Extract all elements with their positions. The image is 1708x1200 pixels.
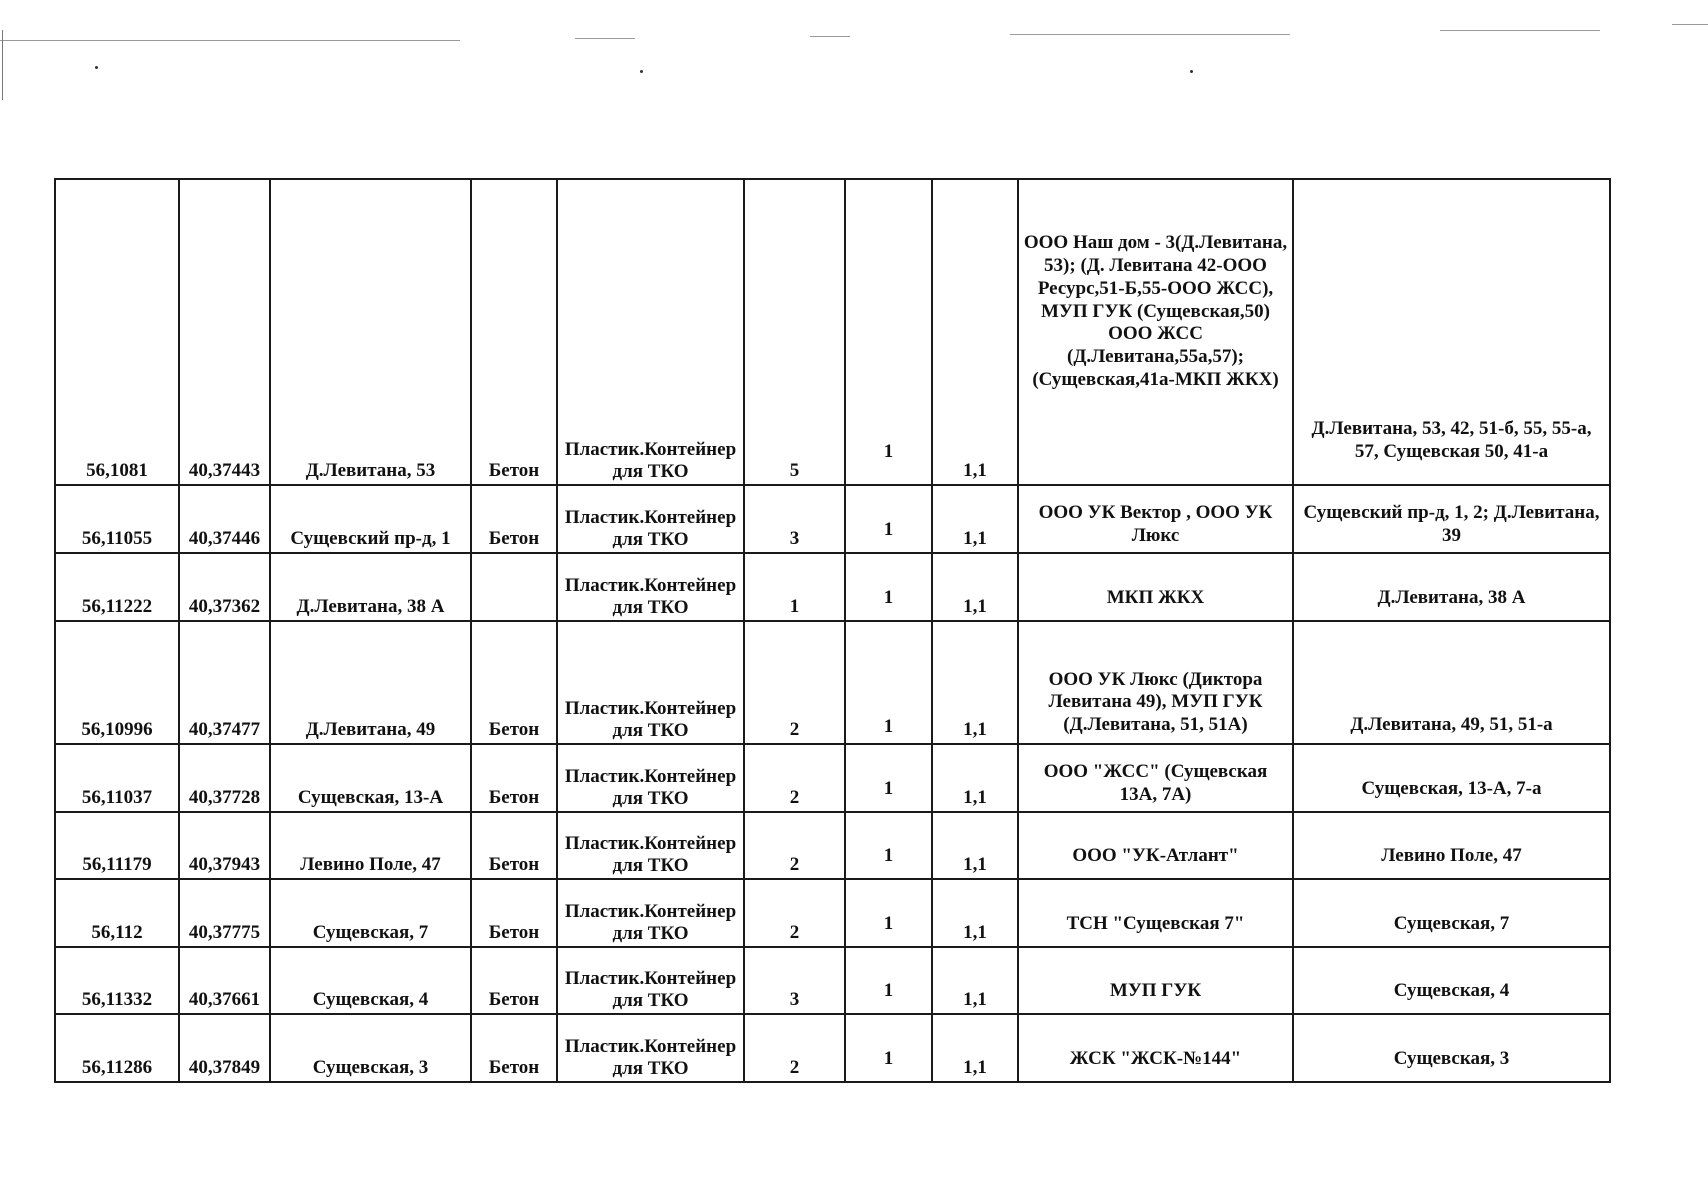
longitude-cell: 40,37943 bbox=[179, 812, 270, 879]
container-type-cell: Пластик.Контейнер для ТКО bbox=[557, 553, 744, 621]
container-count-cell: 2 bbox=[744, 744, 845, 812]
container-type-cell: Пластик.Контейнер для ТКО bbox=[557, 1014, 744, 1082]
latitude-cell: 56,11222 bbox=[55, 553, 179, 621]
volume-cell: 1,1 bbox=[932, 553, 1018, 621]
scan-artifact-line bbox=[1010, 34, 1290, 35]
scan-artifact-line bbox=[810, 36, 850, 37]
address-cell: Д.Левитана, 53 bbox=[270, 179, 471, 485]
surface-cell: Бетон bbox=[471, 744, 557, 812]
scan-artifact-line bbox=[0, 40, 460, 41]
table-row bbox=[55, 179, 1610, 485]
organization-cell: ООО "ЖСС" (Сущевская 13А, 7А) bbox=[1018, 744, 1293, 812]
address-cell: Сущевская, 4 bbox=[270, 947, 471, 1014]
address-cell: Сущевская, 3 bbox=[270, 1014, 471, 1082]
scan-artifact-dot bbox=[640, 70, 643, 73]
served-houses-cell: Сущевская, 7 bbox=[1293, 879, 1610, 947]
extra-count-cell: 1 bbox=[845, 879, 932, 947]
volume-cell: 1,1 bbox=[932, 485, 1018, 553]
address-cell: Левино Поле, 47 bbox=[270, 812, 471, 879]
volume-cell: 1,1 bbox=[932, 947, 1018, 1014]
latitude-cell: 56,11332 bbox=[55, 947, 179, 1014]
latitude-cell: 56,11055 bbox=[55, 485, 179, 553]
served-houses-cell: Левино Поле, 47 bbox=[1293, 812, 1610, 879]
container-count-cell: 2 bbox=[744, 812, 845, 879]
surface-cell bbox=[471, 553, 557, 621]
organization-cell: ООО "УК-Атлант" bbox=[1018, 812, 1293, 879]
extra-count-cell: 1 bbox=[845, 947, 932, 1014]
organization-cell: МКП ЖКХ bbox=[1018, 553, 1293, 621]
volume-cell: 1,1 bbox=[932, 1014, 1018, 1082]
volume-cell: 1,1 bbox=[932, 879, 1018, 947]
container-count-cell: 2 bbox=[744, 1014, 845, 1082]
served-houses-cell: Сущевская, 4 bbox=[1293, 947, 1610, 1014]
table-row bbox=[55, 947, 1610, 1014]
address-cell: Сущевская, 7 bbox=[270, 879, 471, 947]
scan-artifact-line bbox=[1672, 24, 1708, 25]
organization-cell: ЖСК "ЖСК-№144" bbox=[1018, 1014, 1293, 1082]
volume-cell: 1,1 bbox=[932, 179, 1018, 485]
scan-artifact-line bbox=[1440, 30, 1600, 31]
latitude-cell: 56,11179 bbox=[55, 812, 179, 879]
scan-artifact-dot bbox=[1190, 70, 1193, 73]
table-row bbox=[55, 812, 1610, 879]
scan-artifact-line bbox=[575, 38, 635, 39]
organization-cell: ООО УК Вектор , ООО УК Люкс bbox=[1018, 485, 1293, 553]
table-row bbox=[55, 553, 1610, 621]
container-sites-table bbox=[54, 178, 1611, 1083]
longitude-cell: 40,37775 bbox=[179, 879, 270, 947]
container-count-cell: 2 bbox=[744, 621, 845, 744]
scan-artifact-dot bbox=[95, 66, 98, 69]
table-row bbox=[55, 485, 1610, 553]
longitude-cell: 40,37446 bbox=[179, 485, 270, 553]
extra-count-cell: 1 bbox=[845, 179, 932, 485]
served-houses-cell: Сущевская, 13-А, 7-а bbox=[1293, 744, 1610, 812]
surface-cell: Бетон bbox=[471, 812, 557, 879]
longitude-cell: 40,37477 bbox=[179, 621, 270, 744]
longitude-cell: 40,37849 bbox=[179, 1014, 270, 1082]
longitude-cell: 40,37661 bbox=[179, 947, 270, 1014]
table-row bbox=[55, 879, 1610, 947]
container-type-cell: Пластик.Контейнер для ТКО bbox=[557, 485, 744, 553]
table-row bbox=[55, 744, 1610, 812]
latitude-cell: 56,1081 bbox=[55, 179, 179, 485]
container-count-cell: 5 bbox=[744, 179, 845, 485]
served-houses-cell: Сущевский пр-д, 1, 2; Д.Левитана, 39 bbox=[1293, 485, 1610, 553]
table-body bbox=[55, 179, 1610, 1082]
container-count-cell: 2 bbox=[744, 879, 845, 947]
surface-cell: Бетон bbox=[471, 621, 557, 744]
container-type-cell: Пластик.Контейнер для ТКО bbox=[557, 947, 744, 1014]
extra-count-cell: 1 bbox=[845, 744, 932, 812]
container-count-cell: 1 bbox=[744, 553, 845, 621]
organization-cell: ООО УК Люкс (Диктора Левитана 49), МУП ГУК (Д.Левитана, 51, 51А) bbox=[1018, 621, 1293, 744]
latitude-cell: 56,11286 bbox=[55, 1014, 179, 1082]
address-cell: Сущевский пр-д, 1 bbox=[270, 485, 471, 553]
surface-cell: Бетон bbox=[471, 947, 557, 1014]
container-type-cell: Пластик.Контейнер для ТКО bbox=[557, 812, 744, 879]
volume-cell: 1,1 bbox=[932, 812, 1018, 879]
container-count-cell: 3 bbox=[744, 947, 845, 1014]
surface-cell: Бетон bbox=[471, 179, 557, 485]
surface-cell: Бетон bbox=[471, 485, 557, 553]
table-row bbox=[55, 1014, 1610, 1082]
container-count-cell: 3 bbox=[744, 485, 845, 553]
latitude-cell: 56,10996 bbox=[55, 621, 179, 744]
extra-count-cell: 1 bbox=[845, 1014, 932, 1082]
surface-cell: Бетон bbox=[471, 879, 557, 947]
served-houses-cell: Д.Левитана, 49, 51, 51-а bbox=[1293, 621, 1610, 744]
longitude-cell: 40,37728 bbox=[179, 744, 270, 812]
latitude-cell: 56,11037 bbox=[55, 744, 179, 812]
extra-count-cell: 1 bbox=[845, 553, 932, 621]
served-houses-cell: Д.Левитана, 38 А bbox=[1293, 553, 1610, 621]
address-cell: Д.Левитана, 38 А bbox=[270, 553, 471, 621]
longitude-cell: 40,37362 bbox=[179, 553, 270, 621]
table-row bbox=[55, 621, 1610, 744]
extra-count-cell: 1 bbox=[845, 485, 932, 553]
extra-count-cell: 1 bbox=[845, 812, 932, 879]
longitude-cell: 40,37443 bbox=[179, 179, 270, 485]
volume-cell: 1,1 bbox=[932, 621, 1018, 744]
address-cell: Д.Левитана, 49 bbox=[270, 621, 471, 744]
container-type-cell: Пластик.Контейнер для ТКО bbox=[557, 621, 744, 744]
served-houses-cell: Сущевская, 3 bbox=[1293, 1014, 1610, 1082]
organization-cell: МУП ГУК bbox=[1018, 947, 1293, 1014]
extra-count-cell: 1 bbox=[845, 621, 932, 744]
container-type-cell: Пластик.Контейнер для ТКО bbox=[557, 879, 744, 947]
latitude-cell: 56,112 bbox=[55, 879, 179, 947]
container-type-cell: Пластик.Контейнер для ТКО bbox=[557, 744, 744, 812]
served-houses-cell: Д.Левитана, 53, 42, 51-б, 55, 55-а, 57, Сущевская 50, 41-а bbox=[1293, 179, 1610, 485]
scan-artifact-edge bbox=[2, 30, 3, 100]
organization-cell: ООО Наш дом - 3(Д.Левитана, 53); (Д. Левитана 42-ООО Ресурс,51-Б,55-ООО ЖСС), МУП ГУК (Сущевская,50) ООО ЖСС (Д.Левитана,55а,57);(Сущевская,41а-МКП ЖКХ) bbox=[1018, 179, 1293, 485]
volume-cell: 1,1 bbox=[932, 744, 1018, 812]
surface-cell: Бетон bbox=[471, 1014, 557, 1082]
address-cell: Сущевская, 13-А bbox=[270, 744, 471, 812]
container-type-cell: Пластик.Контейнер для ТКО bbox=[557, 179, 744, 485]
organization-cell: ТСН "Сущевская 7" bbox=[1018, 879, 1293, 947]
